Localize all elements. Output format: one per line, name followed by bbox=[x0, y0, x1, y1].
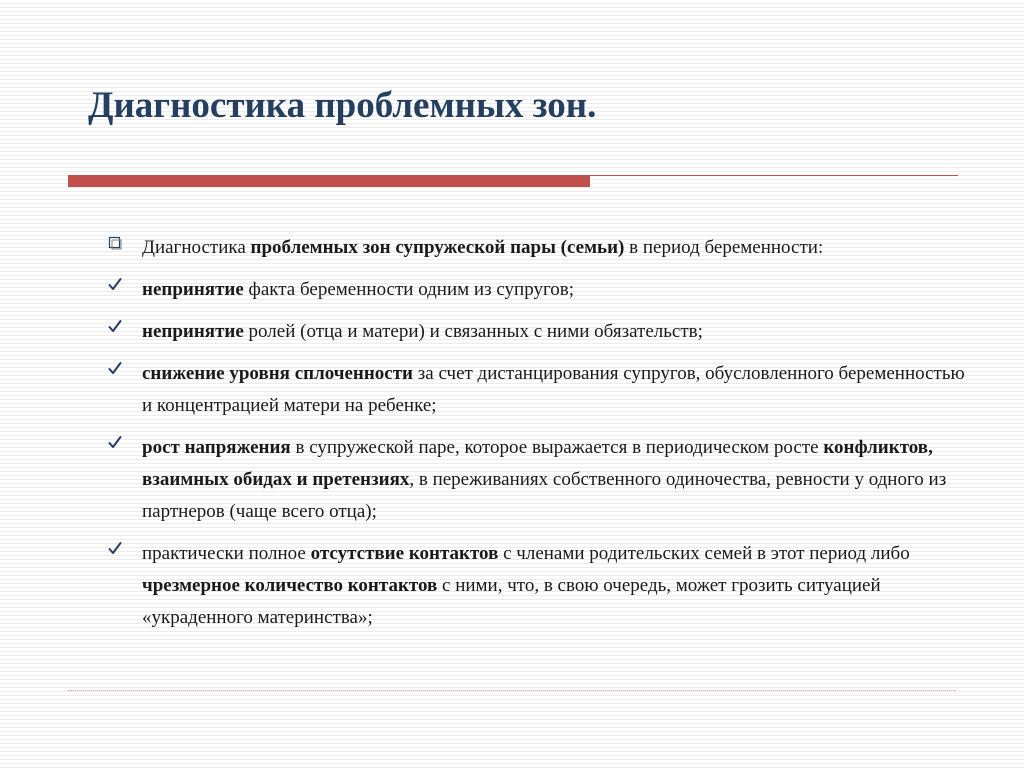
intro-text: Диагностика проблемных зон супружеской пары (семьи) в период беременности: bbox=[142, 237, 824, 258]
title-accent-bar bbox=[68, 176, 590, 187]
list-item-text: рост напряжения в супружеской паре, которое выражается в периодическом росте конфликтов, взаимных обидах и претензиях, в переживаниях собственного одиночества, ревности у одного из партнеров (чаще всего отца); bbox=[142, 437, 947, 522]
list-item bbox=[108, 358, 968, 422]
list-item bbox=[108, 274, 968, 306]
checkmark-icon bbox=[108, 276, 122, 292]
list-item-text: непринятие ролей (отца и матери) и связанных с ними обязательств; bbox=[142, 321, 703, 342]
slide-body bbox=[108, 232, 968, 644]
slide-title: Диагностика проблемных зон. bbox=[88, 85, 597, 126]
footer-divider-line bbox=[68, 690, 956, 691]
list-item-text: непринятие факта беременности одним из супругов; bbox=[142, 279, 575, 300]
list-item bbox=[108, 316, 968, 348]
list-item bbox=[108, 538, 968, 634]
square-bullet-icon bbox=[108, 236, 122, 252]
checkmark-icon bbox=[108, 360, 122, 376]
list-item-text: снижение уровня сплоченности за счет дистанцирования супругов, обусловленного беременностью и концентрацией матери на ребенке; bbox=[142, 363, 965, 416]
checkmark-icon bbox=[108, 434, 122, 450]
checkmark-icon bbox=[108, 540, 122, 556]
list-item-text: практически полное отсутствие контактов с членами родительских семей в этот период либо чрезмерное количество контактов с ними, что, в свою очередь, может грозить ситуацией «украденного материнства»; bbox=[142, 543, 910, 628]
intro-bullet bbox=[108, 232, 968, 264]
list-item bbox=[108, 432, 968, 528]
checkmark-icon bbox=[108, 318, 122, 334]
